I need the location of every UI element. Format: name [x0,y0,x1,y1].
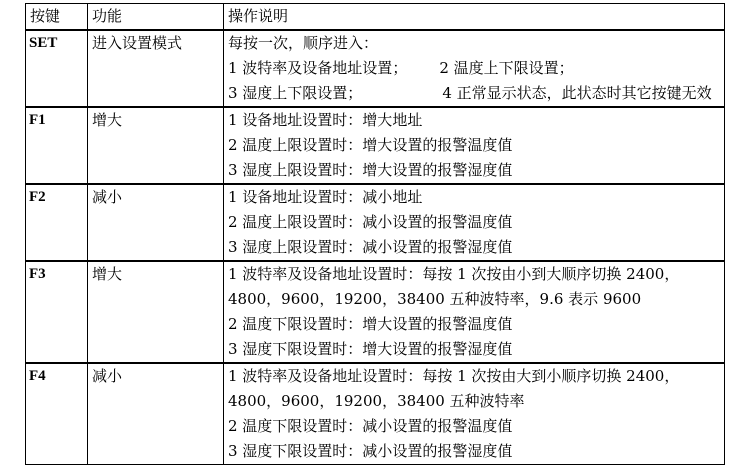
description-line: 每按一次，顺序进入： [228,34,379,52]
table-row-set [26,30,725,107]
description-line: 2 温度上限设置时：减小设置的报警温度值 [228,213,513,231]
header-function: 功能 [88,4,224,31]
description-line: 4800，9600，19200，38400 五种波特率，9.6 表示 9600 [228,290,642,308]
description-line: 3 湿度下限设置时：减小设置的报警湿度值 [228,442,513,460]
description-line: 2 温度下限设置时：增大设置的报警温度值 [228,315,513,333]
description-line: 1 波特率及设备地址设置时：每按 1 次按由小到大顺序切换 2400， [228,265,680,283]
description-cell [224,363,725,465]
description-cell [224,261,725,363]
header-row [26,4,725,31]
description-line-pair [228,56,724,81]
table-row-f4 [26,363,725,465]
description-line: 3 湿度上限设置时：增大设置的报警湿度值 [228,161,513,179]
description-line: 1 波特率及设备地址设置； [228,59,408,77]
description-line: 1 波特率及设备地址设置时：每按 1 次按由大到小顺序切换 2400， [228,367,680,385]
description-line: 4 正常显示状态，此状态时其它按键无效 [442,84,712,102]
description-line: 1 设备地址设置时：增大地址 [228,111,423,129]
function-cell: 增大 [88,261,224,363]
key-cell: F1 [26,107,88,184]
description-cell [224,107,725,184]
table-row-f3 [26,261,725,363]
key-function-table [25,3,725,465]
table-row-f1 [26,107,725,184]
function-cell: 减小 [88,363,224,465]
key-cell: F4 [26,363,88,465]
key-cell: F2 [26,184,88,261]
description-line: 1 设备地址设置时：减小地址 [228,188,423,206]
function-cell: 减小 [88,184,224,261]
description-cell [224,184,725,261]
table-row-f2 [26,184,725,261]
function-cell: 增大 [88,107,224,184]
description-line: 2 温度上下限设置； [439,59,574,77]
description-line: 2 温度下限设置时：减小设置的报警温度值 [228,417,513,435]
description-line: 3 湿度上限设置时：减小设置的报警湿度值 [228,238,513,256]
description-line: 2 温度上限设置时：增大设置的报警温度值 [228,136,513,154]
function-cell: 进入设置模式 [88,30,224,107]
header-key: 按键 [26,4,88,31]
header-description: 操作说明 [224,4,725,31]
description-line-pair [228,81,724,106]
description-line: 3 湿度上下限设置； [228,84,363,102]
description-line: 3 湿度下限设置时：增大设置的报警湿度值 [228,340,513,358]
key-cell: F3 [26,261,88,363]
description-line: 4800，9600，19200，38400 五种波特率 [228,392,525,410]
description-cell [224,30,725,107]
key-cell: SET [26,30,88,107]
